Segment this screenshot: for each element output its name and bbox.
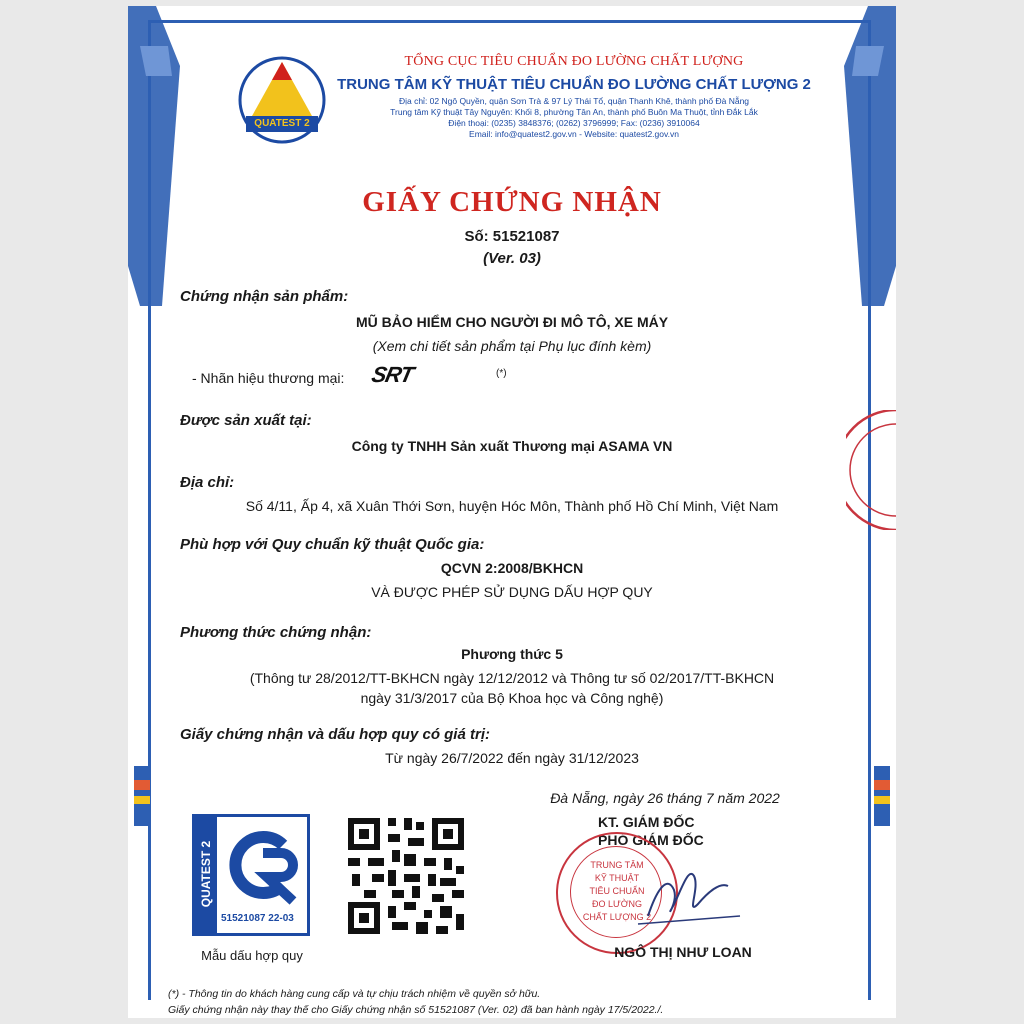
org-branch: Trung tâm Kỹ thuật Tây Nguyên: Khối 8, phường Tân An, thành phố Buôn Ma Thuột, tỉnh Đắk Lắk — [390, 107, 758, 117]
brand-logo: SRT — [369, 362, 416, 387]
product-name: MŨ BẢO HIỂM CHO NGƯỜI ĐI MÔ TÔ, XE MÁY — [355, 314, 669, 330]
footer-note1: (*) - Thông tin do khách hàng cung cấp và tự chịu trách nhiệm về quyền sở hữu. — [168, 988, 541, 1000]
method-ref-line2: ngày 31/3/2017 của Bộ Khoa học và Công nghệ) — [360, 690, 664, 706]
address-value: Số 4/11, Ấp 4, xã Xuân Thới Sơn, huyện Hóc Môn, Thành phố Hồ Chí Minh, Việt Nam — [245, 498, 779, 514]
handwritten-signature — [628, 846, 748, 936]
logo-text: QUATEST 2 — [254, 118, 310, 129]
org-phone: Điện thoại: (0235) 3848376; (0262) 3796999; Fax: (0236) 3910064 — [448, 118, 700, 128]
method-ref-line1: (Thông tư 28/2012/TT-BKHCN ngày 12/12/2012 và Thông tư số 02/2017/TT-BKHCN — [249, 670, 775, 686]
mark-caption: Mẫu dấu hợp quy — [201, 948, 303, 963]
frame-top-border — [148, 20, 870, 23]
sign-role1: KT. GIÁM ĐỐC — [598, 814, 695, 830]
conformity-mark — [192, 814, 310, 936]
manufacturer-label: Được sản xuất tại: — [180, 412, 312, 429]
validity-label: Giấy chứng nhận và dấu hợp quy có giá trị: — [180, 726, 490, 743]
stamp-line5: CHẤT LƯỢNG 2 — [582, 912, 652, 922]
certificate-page — [128, 6, 896, 1018]
org-email: Email: info@quatest2.gov.vn - Website: quatest2.gov.vn — [469, 129, 679, 139]
manufacturer-name: Công ty TNHH Sản xuất Thương mại ASAMA VN — [351, 438, 673, 454]
certificate-version: (Ver. 03) — [483, 250, 541, 267]
certificate-title: GIẤY CHỨNG NHẬN — [362, 186, 662, 218]
stamp-line4: ĐO LƯỜNG — [592, 899, 642, 909]
org-address: Địa chỉ: 02 Ngô Quyền, quận Sơn Trà & 97 Lý Thái Tổ, quận Thanh Khê, thành phố Đà Nẵng — [398, 96, 750, 106]
standard-permission: VÀ ĐƯỢC PHÉP SỬ DỤNG DẤU HỢP QUY — [371, 584, 653, 600]
org-name: TRUNG TÂM KỸ THUẬT TIÊU CHUẨN ĐO LƯỜNG CHẤT LƯỢNG 2 — [337, 76, 811, 93]
validity-value: Từ ngày 26/7/2022 đến ngày 31/12/2023 — [385, 750, 639, 766]
frame-side-strip-right — [870, 766, 896, 826]
mark-side-text: QUATEST 2 — [199, 840, 213, 908]
footer-note2: Giấy chứng nhận này thay thế cho Giấy chứng nhận số 51521087 (Ver. 02) đã ban hành ngày 17/5/2022./. — [168, 1004, 664, 1016]
frame-side-strip-left — [128, 766, 154, 826]
standard-label: Phù hợp với Quy chuẩn kỹ thuật Quốc gia: — [180, 536, 485, 553]
brand-note: (*) — [496, 368, 507, 379]
certificate-number: Số: 51521087 — [464, 228, 560, 245]
stamp-line2: KỸ THUẬT — [594, 873, 640, 883]
product-note: (Xem chi tiết sản phẩm tại Phụ lục đính kèm) — [372, 338, 652, 354]
signer-name: NGÔ THỊ NHƯ LOAN — [614, 944, 752, 960]
sign-role2: PHÓ GIÁM ĐỐC — [598, 832, 704, 848]
mark-code: 51521087 22-03 — [221, 913, 294, 924]
brand-label: - Nhãn hiệu thương mại: — [192, 370, 345, 386]
stamp-line3: TIÊU CHUẨN — [589, 886, 645, 896]
stamp-line1: TRUNG TÂM — [590, 860, 644, 870]
org-parent: TỔNG CỤC TIÊU CHUẨN ĐO LƯỜNG CHẤT LƯỢNG — [404, 54, 744, 69]
standard-code: QCVN 2:2008/BKHCN — [440, 560, 584, 576]
method-name: Phương thức 5 — [461, 646, 563, 662]
method-label: Phương thức chứng nhận: — [180, 624, 372, 641]
qr-code[interactable] — [344, 814, 468, 938]
quatest-logo — [238, 54, 326, 146]
product-label: Chứng nhận sản phẩm: — [180, 288, 349, 305]
sign-place-date: Đà Nẵng, ngày 26 tháng 7 năm 2022 — [550, 790, 780, 806]
address-label: Địa chỉ: — [180, 474, 235, 491]
cr-mark-icon — [223, 823, 307, 907]
